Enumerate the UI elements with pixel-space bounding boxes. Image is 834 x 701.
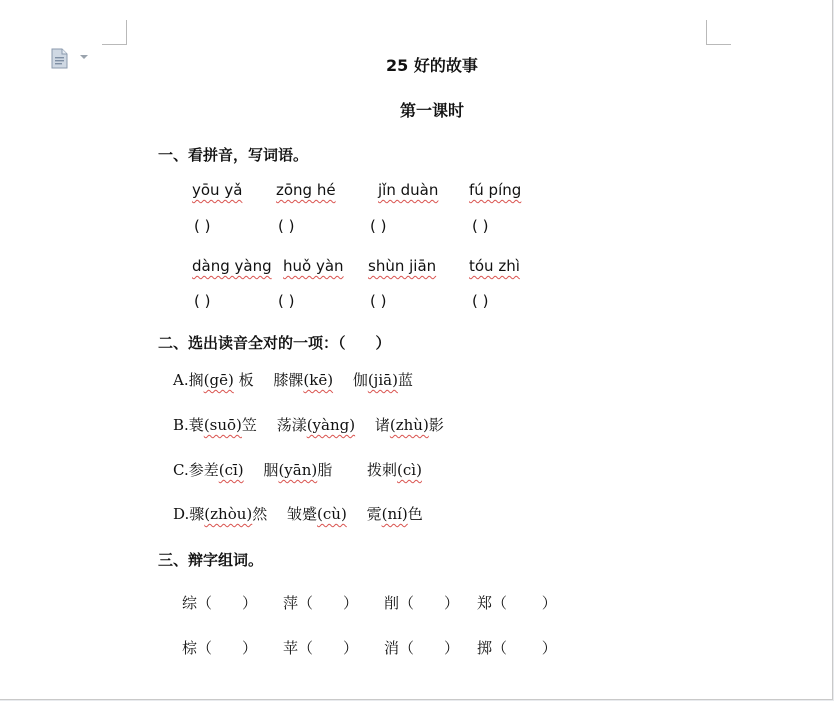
- answer-blank[interactable]: ( ): [472, 292, 489, 310]
- word-group-item[interactable]: 综（ ）: [182, 594, 258, 612]
- option-pinyin: (gē): [203, 371, 234, 389]
- answer-blank[interactable]: ( ): [278, 292, 295, 310]
- pinyin-item: jǐn duàn: [378, 181, 439, 199]
- option-letter: C.: [173, 461, 189, 479]
- answer-blank[interactable]: ( ): [194, 292, 211, 310]
- option-pinyin: (cù): [317, 505, 347, 523]
- option-text: 板: [233, 371, 274, 389]
- word-group-item[interactable]: 消（ ）: [384, 639, 460, 657]
- word-group-item[interactable]: 苹（ ）: [283, 639, 359, 657]
- pinyin-item: yōu yǎ: [192, 181, 243, 199]
- option-pinyin: (jiā): [367, 371, 398, 389]
- option-text: 霓: [346, 505, 382, 523]
- word-group-item[interactable]: 郑（ ）: [477, 594, 557, 612]
- option-letter: B.: [173, 416, 189, 434]
- option-text: 搁: [188, 371, 204, 389]
- option-text: 拨刺: [367, 461, 398, 479]
- option-pinyin: (cì): [397, 461, 422, 479]
- option-pinyin: (suō): [203, 416, 242, 434]
- option-text: 蓝: [397, 371, 413, 389]
- word-group-item[interactable]: 萍（ ）: [283, 594, 359, 612]
- chevron-down-icon[interactable]: [79, 52, 89, 62]
- option-text: 伽: [333, 371, 368, 389]
- option-a[interactable]: [173, 369, 413, 390]
- option-text: 参差: [188, 461, 219, 479]
- option-pinyin: (yān): [278, 461, 318, 479]
- option-text: 影: [428, 416, 444, 434]
- answer-blank[interactable]: ( ): [370, 292, 387, 310]
- option-text: 然: [252, 505, 288, 523]
- option-pinyin: (yàng): [306, 416, 356, 434]
- option-c[interactable]: [173, 459, 422, 480]
- section-1-heading: 一、看拼音，写词语。: [158, 146, 309, 164]
- option-d[interactable]: [173, 503, 423, 524]
- option-text: 膝髁: [273, 371, 304, 389]
- option-pinyin: (zhù): [389, 416, 429, 434]
- pinyin-item: zōng hé: [276, 181, 336, 199]
- option-text: 色: [407, 505, 423, 523]
- section-3-heading: 三、辩字组词。: [158, 551, 264, 569]
- answer-blank[interactable]: ( ): [472, 217, 489, 235]
- word-group-item[interactable]: 削（ ）: [384, 594, 460, 612]
- answer-blank[interactable]: ( ): [370, 217, 387, 235]
- pinyin-item: tóu zhì: [469, 257, 520, 275]
- option-pinyin: (ní): [381, 505, 408, 523]
- option-text: [244, 461, 264, 479]
- pinyin-item: dàng yàng: [192, 257, 272, 275]
- answer-blank[interactable]: ( ): [278, 217, 295, 235]
- document-title: 25 好的故事: [386, 56, 478, 75]
- word-group-item[interactable]: 掷（ ）: [477, 639, 557, 657]
- answer-blank[interactable]: ( ): [194, 217, 211, 235]
- pinyin-item: shùn jiān: [368, 257, 437, 275]
- pinyin-item: fú píng: [469, 181, 522, 199]
- option-text: 诸: [355, 416, 390, 434]
- option-text: 脂: [317, 461, 368, 479]
- option-letter: D.: [173, 505, 190, 523]
- option-b[interactable]: [173, 414, 444, 435]
- document-subtitle: 第一课时: [400, 101, 465, 120]
- option-text: 笠: [241, 416, 277, 434]
- page-corner-mark-top-left: [102, 20, 127, 45]
- option-text: 皱蹙: [287, 505, 318, 523]
- option-text: 骤: [189, 505, 205, 523]
- option-pinyin: (zhòu): [204, 505, 253, 523]
- word-group-item[interactable]: 棕（ ）: [182, 639, 258, 657]
- option-text: 蓑: [188, 416, 204, 434]
- option-text: 荡漾: [276, 416, 307, 434]
- document-icon[interactable]: [51, 48, 68, 69]
- option-text: 胭: [263, 461, 279, 479]
- pinyin-item: huǒ yàn: [283, 257, 344, 275]
- section-2-heading: 二、选出读音全对的一项：（ ）: [158, 334, 391, 352]
- option-pinyin: (kē): [303, 371, 334, 389]
- option-pinyin: (cī): [218, 461, 244, 479]
- page-corner-mark-top-right: [706, 20, 731, 45]
- option-letter: A.: [173, 371, 189, 389]
